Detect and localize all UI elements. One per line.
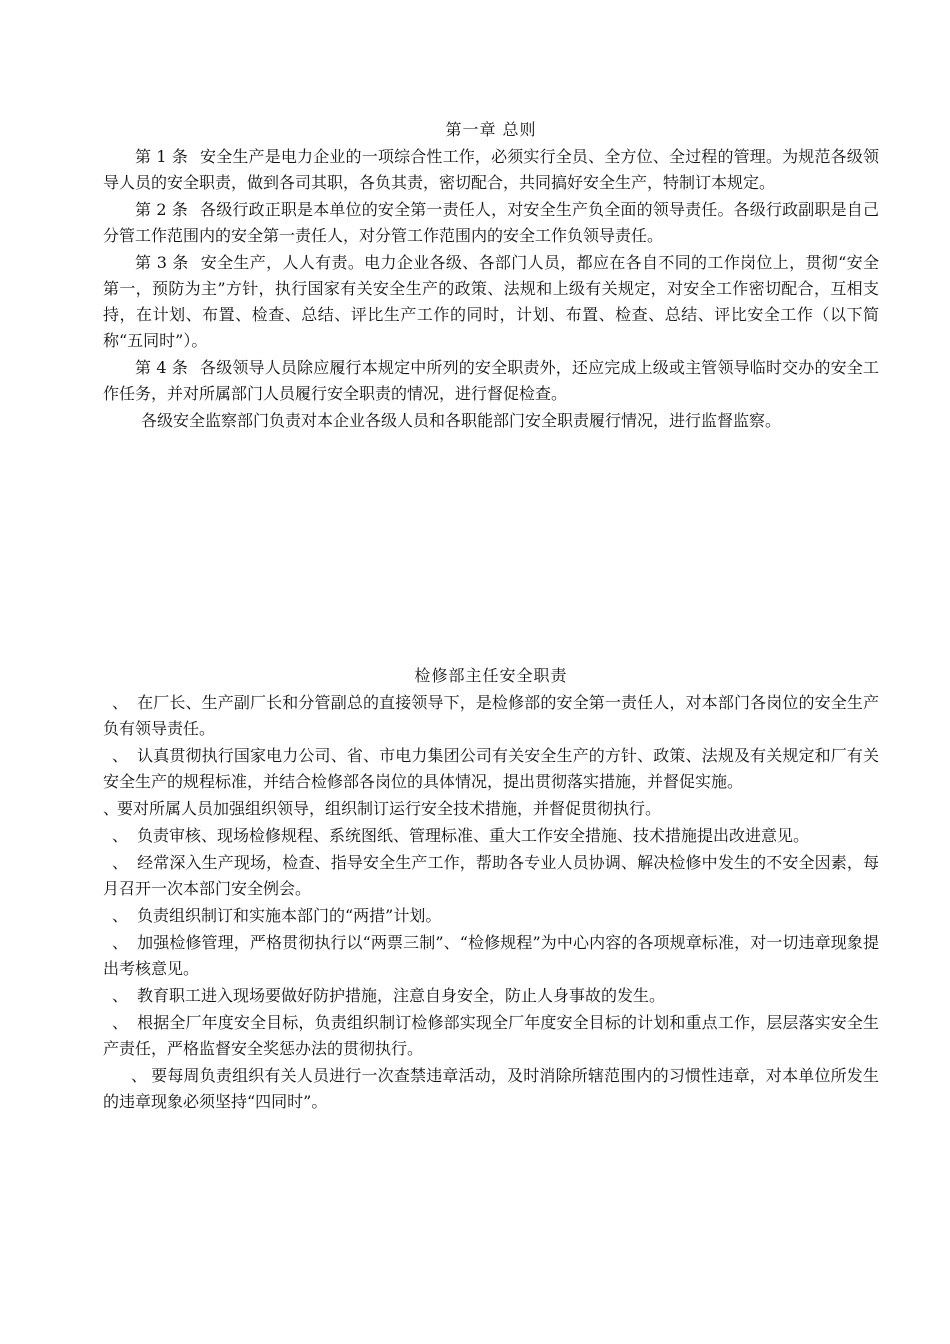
list-bullet: 、 bbox=[111, 853, 128, 872]
list-bullet: 、 bbox=[111, 1013, 128, 1032]
list-bullet: 、 bbox=[111, 933, 128, 952]
duty-item-10 bbox=[103, 1063, 879, 1115]
article-text: 安全生产是电力企业的一项综合性工作，必须实行全员、全方位、全过程的管理。为规范各级领导人员的安全职责，做到各司其职，各负其责，密切配合，共同搞好安全生产，特制订本规定。 bbox=[103, 147, 879, 192]
duty-text: 要对所属人员加强组织领导，组织制订运行安全技术措施，并督促贯彻执行。 bbox=[117, 799, 662, 818]
list-bullet: 、 bbox=[111, 746, 128, 765]
article-number: 第 4 条 bbox=[135, 358, 189, 377]
duty-text: 在厂长、生产副厂长和分管副总的直接领导下，是检修部的安全第一责任人，对本部门各岗位的安全生产负有领导责任。 bbox=[103, 693, 879, 738]
duty-text: 加强检修管理，严格贯彻执行以“两票三制”、“检修规程”为中心内容的各项规章标准，对一切违章现象提出考核意见。 bbox=[103, 933, 879, 978]
duty-item-9 bbox=[103, 1010, 879, 1062]
article-1 bbox=[103, 144, 879, 196]
chapter-title: 第一章 总则 bbox=[445, 120, 537, 139]
article-number: 第 1 条 bbox=[135, 147, 189, 166]
list-bullet: 、 bbox=[111, 826, 128, 845]
duty-text: 认真贯彻执行国家电力公司、省、市电力集团公司有关安全生产的方针、政策、法规及有关规定和厂有关安全生产的规程标准，并结合检修部各岗位的具体情况，提出贯彻落实措施，并督促实施。 bbox=[103, 746, 879, 791]
article-2 bbox=[103, 197, 879, 249]
duty-item-3 bbox=[103, 796, 879, 822]
duty-text: 教育职工进入现场要做好防护措施，注意自身安全，防止人身事故的发生。 bbox=[137, 986, 666, 1005]
duty-text: 根据全厂年度安全目标，负责组织制订检修部实现全厂年度安全目标的计划和重点工作，层层落实安全生产责任，严格监督安全奖惩办法的贯彻执行。 bbox=[103, 1013, 879, 1058]
list-bullet: 、 bbox=[111, 693, 128, 712]
duty-item-7 bbox=[103, 930, 879, 982]
duties-title: 检修部主任安全职责 bbox=[414, 666, 568, 685]
repair-director-duties bbox=[103, 663, 879, 1116]
duty-text: 负责组织制订和实施本部门的“两措”计划。 bbox=[137, 906, 442, 925]
duty-item-2 bbox=[103, 743, 879, 795]
supervision-paragraph: 各级安全监察部门负责对本企业各级人员和各职能部门安全职责履行情况，进行监督监察。 bbox=[141, 411, 782, 430]
article-text: 各级领导人员除应履行本规定中所列的安全职责外，还应完成上级或主管领导临时交办的安全工作任务，并对所属部门人员履行安全职责的情况，进行督促检查。 bbox=[103, 358, 879, 403]
duty-text: 要每周负责组织有关人员进行一次查禁违章活动，及时消除所辖范围内的习惯性违章，对本单位所发生的违章现象必须坚持“四同时”。 bbox=[103, 1066, 879, 1111]
list-bullet: 、 bbox=[130, 1066, 147, 1085]
duty-text: 经常深入生产现场，检查、指导安全生产工作，帮助各专业人员协调、解决检修中发生的不安全因素，每月召开一次本部门安全例会。 bbox=[103, 853, 879, 898]
duty-item-1 bbox=[103, 690, 879, 742]
chapter-general-provisions bbox=[103, 117, 879, 435]
article-4 bbox=[103, 355, 879, 407]
article-3 bbox=[103, 250, 879, 354]
duty-text: 负责审核、现场检修规程、系统图纸、管理标准、重大工作安全措施、技术措施提出改进意见。 bbox=[137, 826, 810, 845]
article-number: 第 3 条 bbox=[135, 253, 189, 272]
article-number: 第 2 条 bbox=[135, 200, 189, 219]
duty-item-4 bbox=[103, 823, 879, 849]
list-bullet: 、 bbox=[103, 799, 120, 818]
article-text: 安全生产，人人有责。电力企业各级、各部门人员，都应在各自不同的工作岗位上，贯彻“安全第一，预防为主”方针，执行国家有关安全生产的政策、法规和上级有关规定，对安全工作密切配合，互相支持，在计划、布置、检查、总结、评比生产工作的同时，计划、布置、检查、总结、评比安全工作（以下简称“五同时”）。 bbox=[103, 253, 879, 350]
list-bullet: 、 bbox=[111, 906, 128, 925]
duty-item-6 bbox=[103, 903, 879, 929]
duty-item-5 bbox=[103, 850, 879, 902]
list-bullet: 、 bbox=[111, 986, 128, 1005]
duty-item-8 bbox=[103, 983, 879, 1009]
article-text: 各级行政正职是本单位的安全第一责任人，对安全生产负全面的领导责任。各级行政副职是自己分管工作范围内的安全第一责任人，对分管工作范围内的安全工作负领导责任。 bbox=[103, 200, 879, 245]
